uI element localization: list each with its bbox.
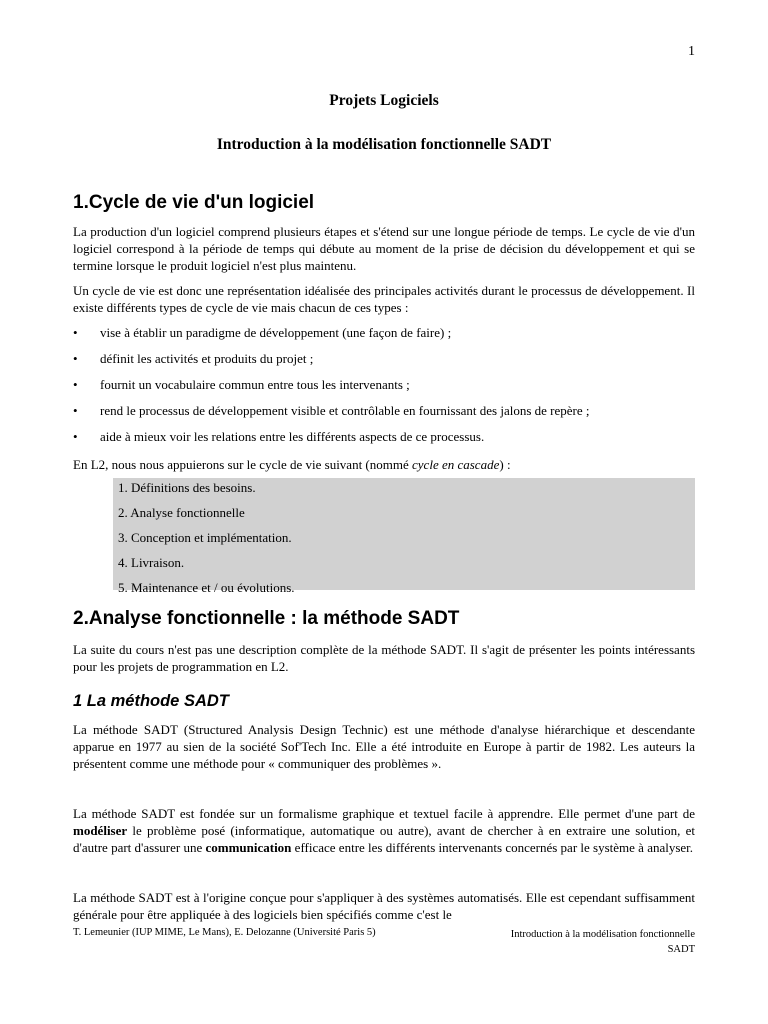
paragraph-text: efficace entre les différents intervenants concernés par le système à analyser. (291, 840, 694, 855)
section1-paragraph-1: La production d'un logiciel comprend plusieurs étapes et s'étend sur une longue période de temps. Le cycle de vie d'un logiciel correspond à la période de temps qui débute au moment de la prise de décision du développement et qui se termine lorsque le produit logiciel n'est plus maintenu. (73, 224, 695, 273)
list-item (73, 428, 695, 454)
list-item (73, 324, 695, 350)
section2-paragraph-3 (73, 805, 695, 856)
emphasis-communication: communication (205, 840, 292, 855)
list-item-text: rend le processus de développement visible et contrôlable en fournissant des jalons de repère ; (100, 403, 590, 418)
list-item-text: définit les activités et produits du projet ; (100, 351, 314, 366)
section2-paragraph-4: La méthode SADT est à l'origine conçue pour s'appliquer à des systèmes automatisés. Elle est cependant suffisamment générale pour être appliquée à des logiciels bien spécifiés comme c'est le (73, 890, 695, 922)
cycle-step: 1. Définitions des besoins. (118, 480, 256, 495)
cycle-step: 4. Livraison. (118, 555, 185, 570)
section1-heading: 1.Cycle de vie d'un logiciel (73, 192, 315, 213)
bullet-icon: • (73, 377, 78, 392)
list-item (73, 350, 695, 376)
footer-title (511, 927, 695, 957)
list-item-text: vise à établir un paradigme de développement (une façon de faire) ; (100, 325, 452, 340)
paragraph-text: le problème posé (informatique, automatique ou autre), avant de chercher à en extraire une solution, et d'autre part d'assurer une (73, 823, 695, 855)
cycle-name: cycle en cascade (412, 457, 500, 472)
cycle-step: 3. Conception et implémentation. (118, 530, 292, 545)
footer-title-line2: SADT (667, 944, 695, 955)
footer-authors: T. Lemeunier (IUP MIME, Le Mans), E. Delozanne (Université Paris 5) (73, 927, 376, 938)
cycle-step: 2. Analyse fonctionnelle (118, 505, 245, 520)
list-item-text: aide à mieux voir les relations entre les différents aspects de ce processus. (100, 429, 485, 444)
section2-heading: 2.Analyse fonctionnelle : la méthode SADT (73, 608, 460, 629)
section1-paragraph-2: Un cycle de vie est donc une représentation idéalisée des principales activités durant le processus de développement. Il existe différents types de cycle de vie mais chacun de ces types : (73, 283, 695, 315)
emphasis-modeliser: modéliser (73, 823, 128, 838)
section2-paragraph-2: La méthode SADT (Structured Analysis Design Technic) est une méthode d'analyse hiérarchique et descendante apparue en 1977 au sien de la société Sof'Tech Inc. Elle a été introduite en Europe à partir de 1982. Les auteurs la présentent comme une méthode pour « communiquer des problèmes ». (73, 722, 695, 771)
subsection-heading: 1 La méthode SADT (73, 692, 229, 710)
list-item (73, 402, 695, 428)
cycle-intro-end: ) : (499, 457, 511, 472)
bullet-icon: • (73, 403, 78, 418)
document-subtitle: Introduction à la modélisation fonctionnelle SADT (216, 136, 552, 153)
section1-bullet-list (73, 324, 695, 454)
bullet-icon: • (73, 351, 78, 366)
cycle-steps-box (113, 478, 695, 595)
page-number: 1 (688, 44, 695, 59)
cycle-intro-text: En L2, nous nous appuierons sur le cycle de vie suivant (nommé (73, 457, 413, 472)
footer-title-line1: Introduction à la modélisation fonctionnelle (510, 929, 695, 940)
document-title: Projets Logiciels (329, 92, 439, 109)
section2-paragraph-1: La suite du cours n'est pas une description complète de la méthode SADT. Il s'agit de présenter les points intéressants pour les projets de programmation en L2. (73, 642, 695, 674)
cycle-step: 5. Maintenance et / ou évolutions. (118, 580, 295, 595)
bullet-icon: • (73, 325, 78, 340)
list-item (73, 376, 695, 402)
cycle-intro (73, 456, 695, 473)
bullet-icon: • (73, 429, 78, 444)
list-item-text: fournit un vocabulaire commun entre tous les intervenants ; (100, 377, 410, 392)
paragraph-text: La méthode SADT est fondée sur un formalisme graphique et textuel facile à apprendre. Elle permet d'une part de (73, 806, 695, 821)
